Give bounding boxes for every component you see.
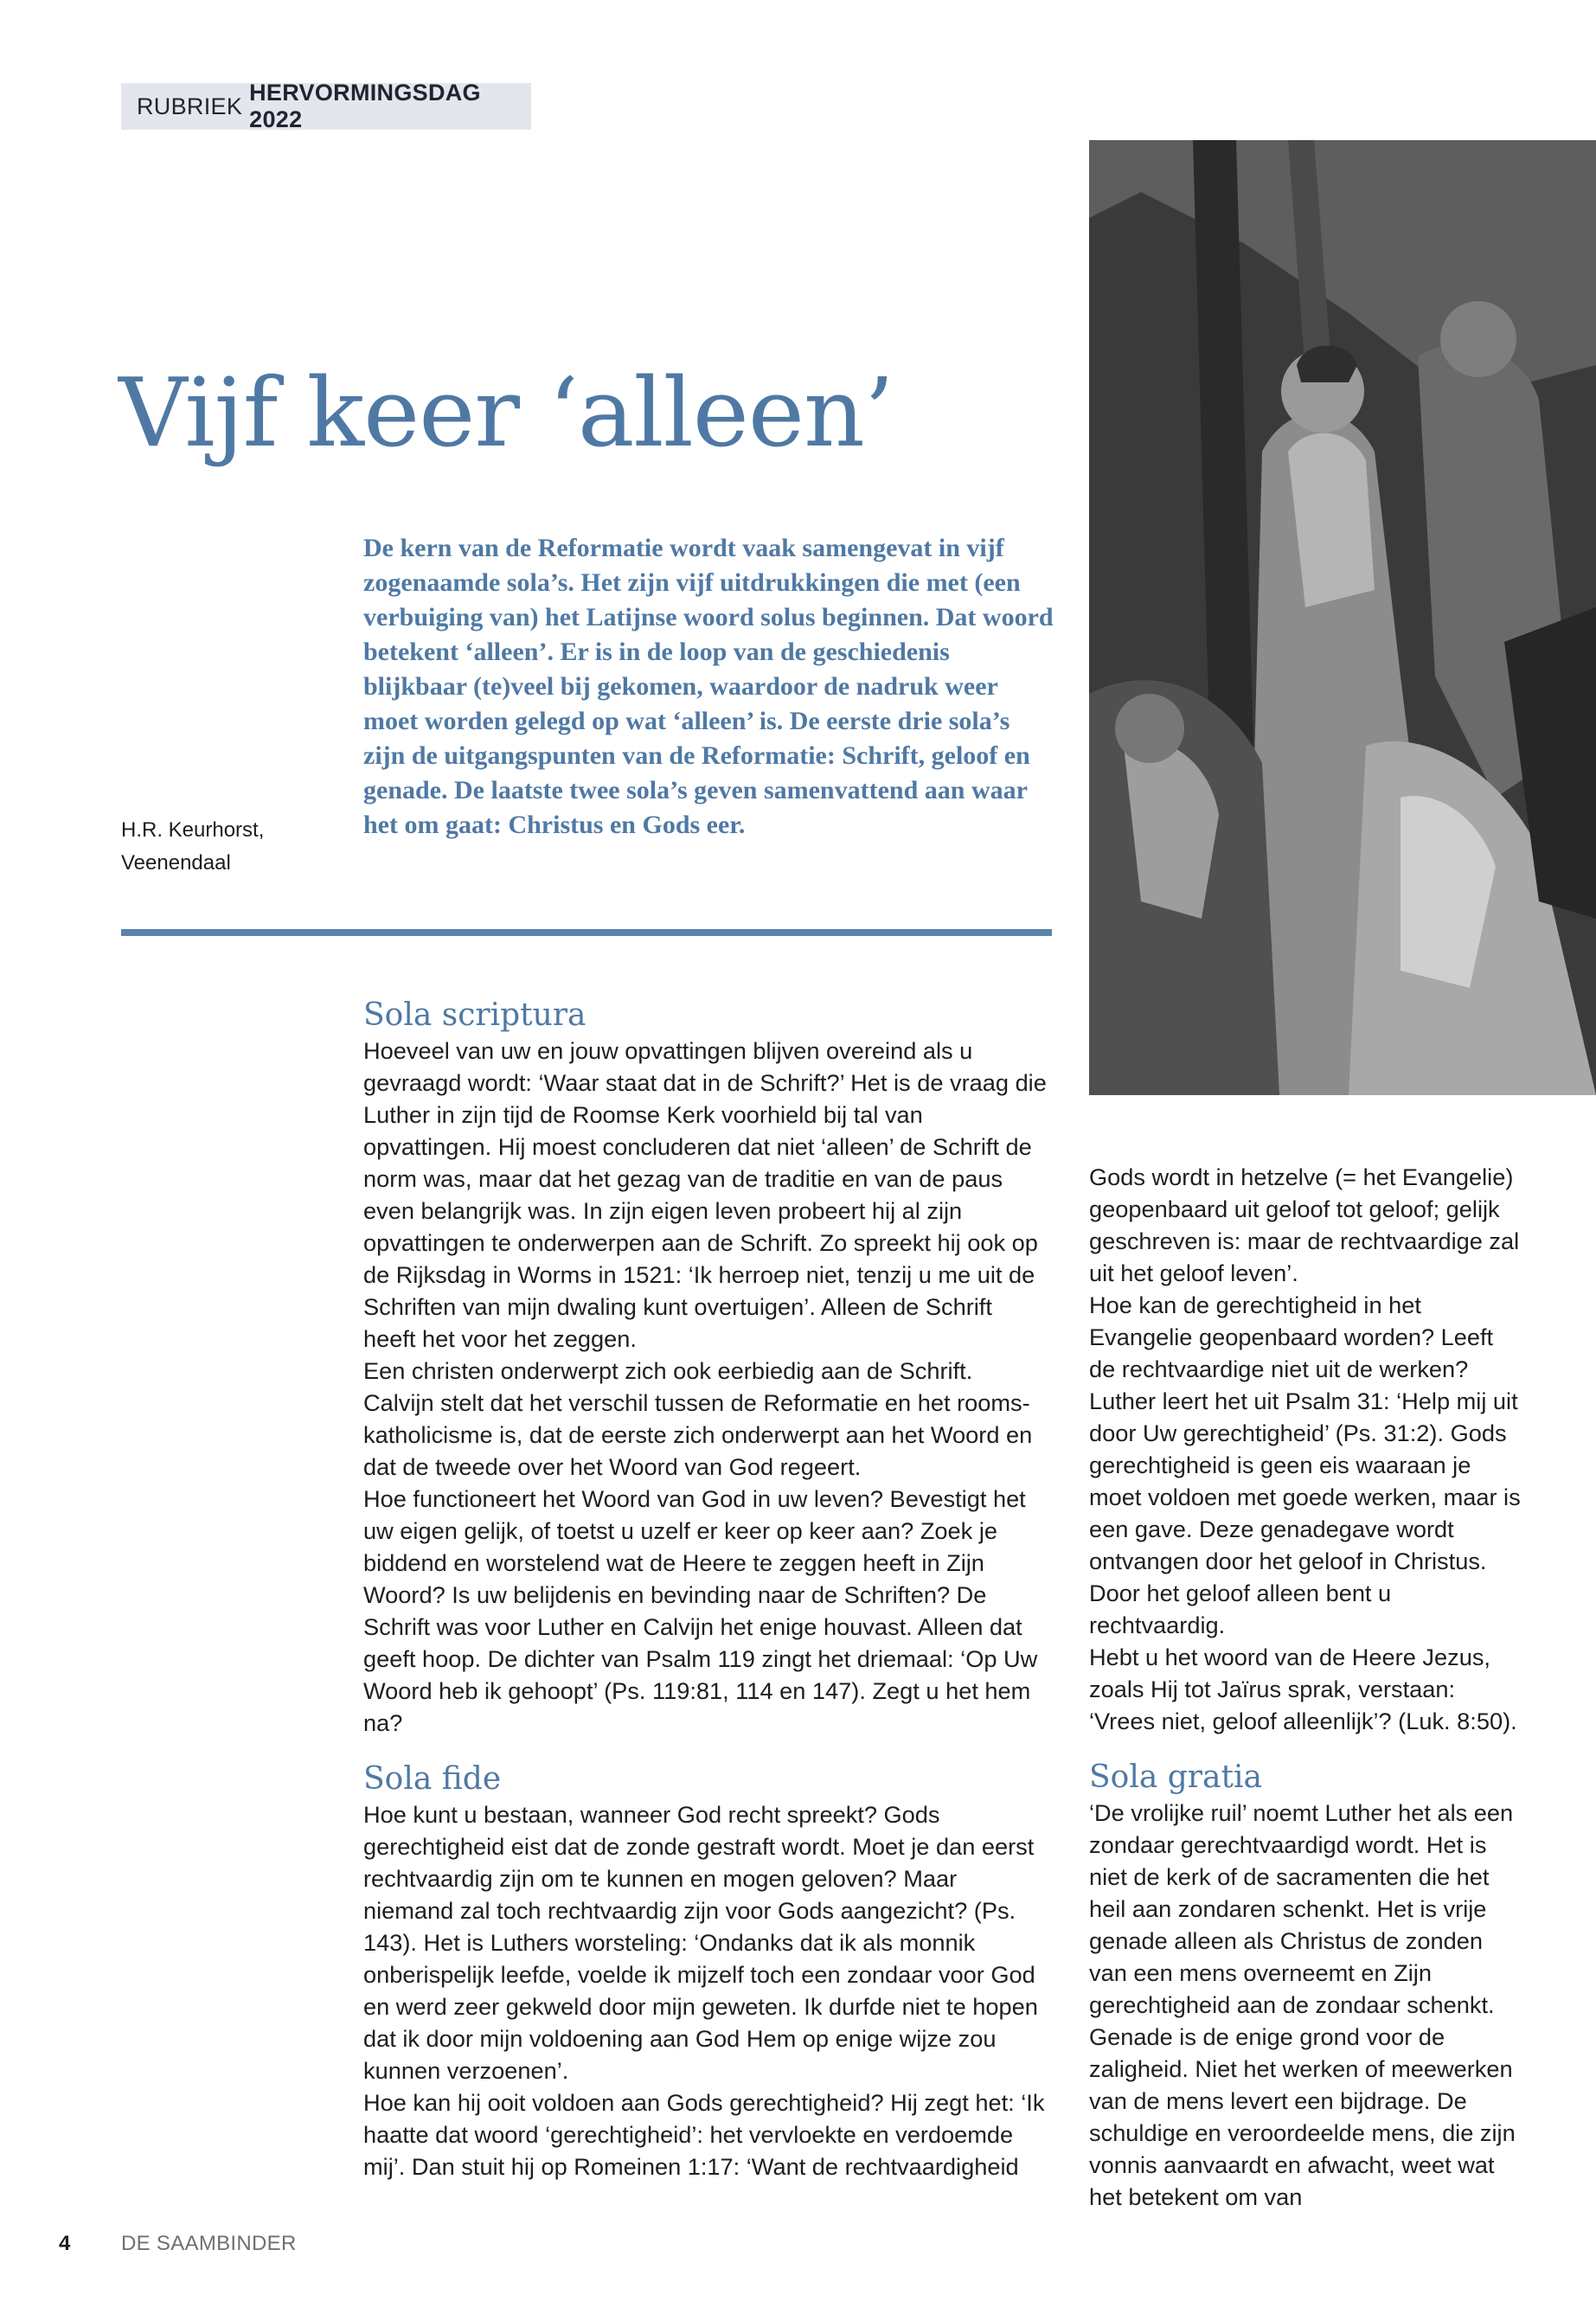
heading-sola-fide: Sola fide bbox=[363, 1761, 502, 1797]
heading-sola-scriptura: Sola scriptura bbox=[363, 997, 586, 1033]
publication-name: DE SAAMBINDER bbox=[121, 2232, 297, 2255]
paragraph: Hebt u het woord van de Heere Jezus, zoals Hij tot Jaïrus sprak, verstaan: ‘Vrees niet, geloof alleenlijk’? (Luk. 8:50). bbox=[1089, 1644, 1517, 1734]
author-byline bbox=[121, 814, 329, 880]
paragraph: Hoe functioneert het Woord van God in uw leven? Bevestigt het uw eigen gelijk, of toetst u uzelf er keer op keer aan? Zoek je biddend en worstelend wat de Heere te zeggen heeft in Zijn Woord? Is uw belijdenis en bevinding naar de Schriften? De Schrift was voor Luther en Calvijn het enige houvast. Alleen dat geeft hoop. De dichter van Psalm 119 zingt het driemaal: ‘Op Uw Woord heb ik gehoopt’ (Ps. 119:81, 114 en 147). Zegt u het hem na? bbox=[363, 1485, 1038, 1736]
historical-painting-image bbox=[1089, 140, 1596, 1095]
paragraph: Een christen onderwerpt zich ook eerbiedig aan de Schrift. Calvijn stelt dat het verschil tussen de Reformatie en het rooms-katholicisme is, dat de eerste zich onderwerpt aan het Woord en dat de tweede over het Woord van God regeert. bbox=[363, 1357, 1033, 1480]
right-column bbox=[1089, 1161, 1522, 2213]
article-title: Vijf keer ‘alleen’ bbox=[119, 357, 894, 468]
painting-illustration bbox=[1089, 140, 1596, 1095]
rubric-label: RUBRIEK bbox=[137, 93, 243, 119]
left-column bbox=[363, 997, 1047, 2182]
heading-sola-gratia: Sola gratia bbox=[1089, 1759, 1262, 1795]
author-name: H.R. Keurhorst, bbox=[121, 818, 265, 842]
paragraph: Hoe kan de gerechtigheid in het Evangelie geopenbaard worden? Leeft de rechtvaardige niet uit de werken? Luther leert het uit Psalm 31: ‘Help mij uit door Uw gerechtigheid’ (Ps. 31:2). Gods gerechtigheid is geen eis waaraan je moet voldoen met goede werken, maar is een gave. Deze genadegave wordt ontvangen door het geloof in Christus. Door het geloof alleen bent u rechtvaardig. bbox=[1089, 1292, 1521, 1638]
paragraph: ‘De vrolijke ruil’ noemt Luther het als een zondaar gerechtvaardigd wordt. Het is niet de kerk of de sacramenten die het heil aan zondaren schenkt. Het is vrije genade alleen als Christus de zonden van een mens overneemt en Zijn gerechtigheid aan de zondaar schenkt. Genade is de enige grond voor de zaligheid. Niet het werken of meewerken van de mens levert een bijdrage. De schuldige en veroordeelde mens, die zijn vonnis aanvaardt en afwacht, weet wat het betekent om van bbox=[1089, 1799, 1516, 2210]
paragraph: Hoe kan hij ooit voldoen aan Gods gerechtigheid? Hij zegt het: ‘Ik haatte dat woord ‘gerechtigheid’: het vervloekte en verdoemde mij’. Dan stuit hij op Romeinen 1:17: ‘Want de rechtvaardigheid bbox=[363, 2089, 1045, 2180]
paragraph: Hoeveel van uw en jouw opvattingen blijven overeind als u gevraagd wordt: ‘Waar staat dat in de Schrift?’ Het is de vraag die Luther in zijn tijd de Roomse Kerk voorhield bij tal van opvattingen. Hij moest concluderen dat niet ‘alleen’ de Schrift de norm was, maar dat het gezag van de traditie en van de paus even belangrijk was. In zijn eigen leven probeert hij al zijn opvattingen te onderwerpen aan de Schrift. Zo spreekt hij ook op de Rijksdag in Worms in 1521: ‘Ik herroep niet, tenzij u me uit de Schriften van mijn dwaling kunt overtuigen’. Alleen de Schrift heeft het voor het zeggen. bbox=[363, 1037, 1047, 1352]
author-place: Veenendaal bbox=[121, 851, 231, 875]
page-footer bbox=[59, 2232, 297, 2256]
paragraph: Hoe kunt u bestaan, wanneer God recht spreekt? Gods gerechtigheid eist dat de zonde gestraft wordt. Moet je dan eerst rechtvaardig zijn om te kunnen en mogen geloven? Maar niemand zal toch rechtvaardig zijn voor Gods aangezicht? (Ps. 143). Het is Luthers worsteling: ‘Ondanks dat ik als monnik onberispelijk leefde, voelde ik mijzelf toch een zondaar voor God en werd zeer gekweld door mijn geweten. Ik durfde niet te hopen dat ik door mijn voldoening aan God Hem op enige wijze zou kunnen verzoenen’. bbox=[363, 1801, 1038, 2084]
section-divider bbox=[121, 929, 1052, 936]
rubric-topic: HERVORMINGSDAG 2022 bbox=[249, 80, 481, 132]
page-number: 4 bbox=[59, 2232, 71, 2255]
rubric-tag bbox=[121, 80, 531, 132]
paragraph: Gods wordt in hetzelve (= het Evangelie) geopenbaard uit geloof tot geloof; gelijk geschreven is: maar de rechtvaardige zal uit het geloof leven’. bbox=[1089, 1163, 1520, 1286]
article-lead: De kern van de Reformatie wordt vaak samengevat in vijf zogenaamde sola’s. Het zijn vijf uitdrukkingen die met (een verbuiging van) het Latijnse woord solus beginnen. Dat woord betekent ‘alleen’. Er is in de loop van de geschiedenis blijkbaar (te)veel bij gekomen, waardoor de nadruk weer moet worden gelegd op wat ‘alleen’ is. De eerste drie sola’s zijn de uitgangspunten van de Reformatie: Schrift, geloof en genade. De laatste twee sola’s geven samenvattend aan waar het om gaat: Christus en Gods eer. bbox=[363, 534, 1054, 839]
